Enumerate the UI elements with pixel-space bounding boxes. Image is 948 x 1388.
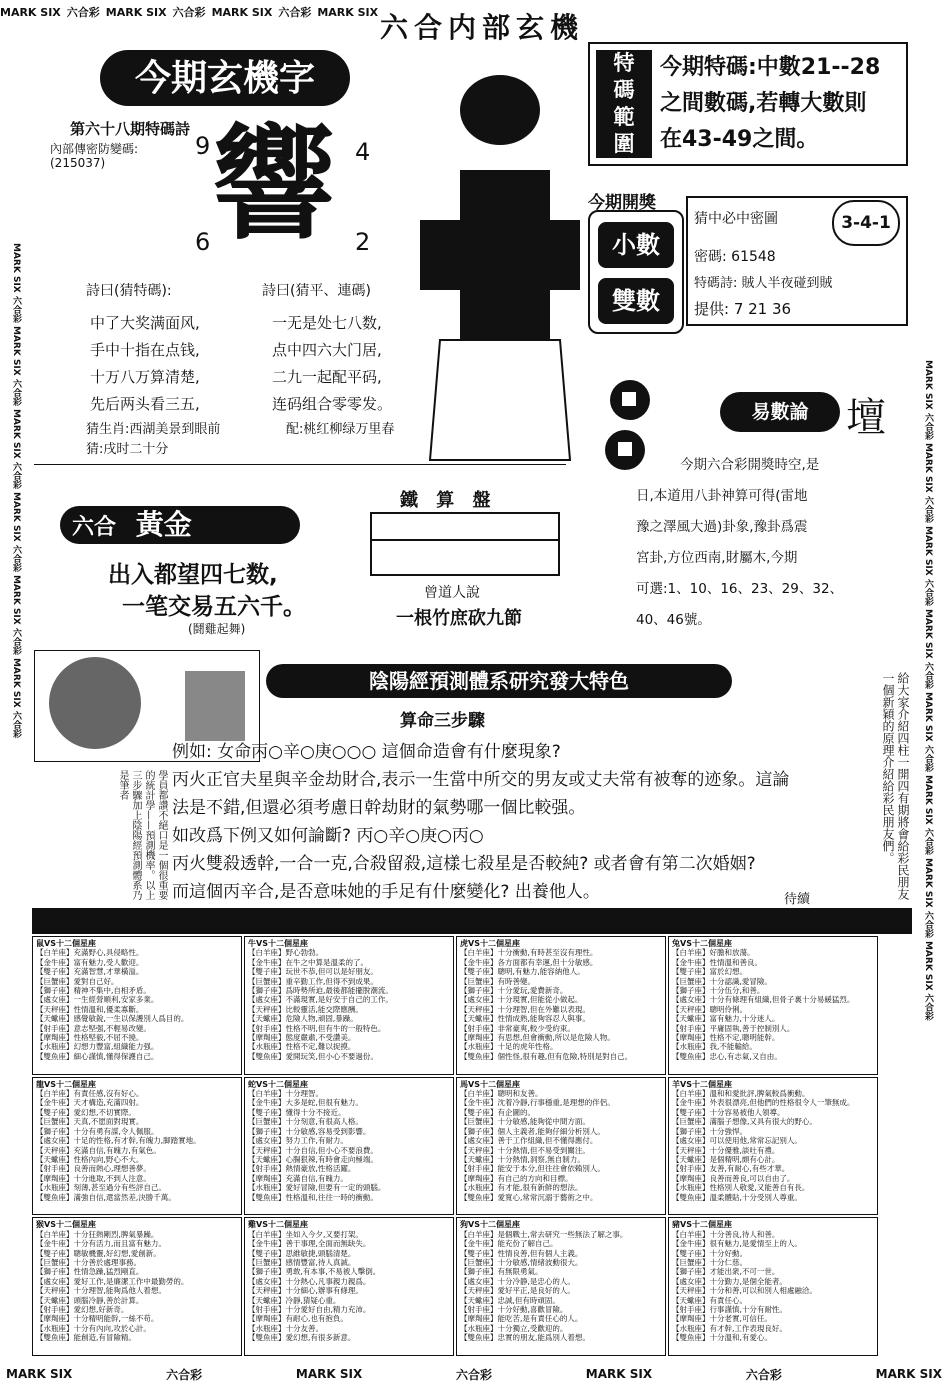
zodiac-row: 【摩羯座】十分精明能幹,一絲不苟。 bbox=[36, 1314, 159, 1324]
label-char: 範 bbox=[613, 105, 635, 129]
zodiac-row: 【射手座】十分好動,喜歡冒險。 bbox=[460, 1304, 568, 1314]
mark-text: MARK SIX bbox=[317, 5, 379, 19]
zodiac-row: 【天蠍座】是個精明,頗有心計。 bbox=[672, 1154, 780, 1164]
yishu-line: 40、46號。 bbox=[636, 612, 711, 628]
range-line: 在43-49之間。 bbox=[660, 127, 819, 152]
fortune-line: 丙火正官夫星與辛金劫財合,表示一生當中所交的男友或丈夫常有被奪的迹象。這論 bbox=[172, 770, 790, 790]
zodiac-row: 【天蠍座】十分熱情,洞察,無自制力。 bbox=[460, 1154, 585, 1164]
zodiac-row: 【金牛座】各方面都有幸運,但十分敏感。 bbox=[460, 957, 598, 967]
zodiac-cell bbox=[32, 1077, 242, 1216]
issue-title: 第六十八期特碼詩 bbox=[70, 120, 191, 138]
zodiac-row: 【巨蟹座】天真,不愿面對現實。 bbox=[36, 1117, 144, 1127]
guess-zodiac: 猜生肖:西湖美景到眼前 bbox=[86, 422, 221, 437]
zodiac-cell-title: 豬VS十二個星座 bbox=[672, 1220, 732, 1230]
badge-double: 雙數 bbox=[598, 278, 674, 324]
poem-line: 手中十指在点钱, bbox=[90, 341, 200, 359]
yishu-line: 日,本道用八卦神算可得(雷地 bbox=[636, 488, 808, 504]
zodiac-row: 【天秤座】聰明伶俐。 bbox=[672, 1004, 747, 1014]
range-line: 之間數碼,若轉大數則 bbox=[660, 91, 867, 116]
poem-head-right: 詩曰(猜平、連碼) bbox=[262, 283, 371, 299]
zodiac-cell-title: 猴VS十二個星座 bbox=[36, 1220, 96, 1230]
fortune-line: 法是不錯,但還必須考慮日幹劫財的氣勢哪一個比較强。 bbox=[172, 798, 586, 818]
zodiac-row: 【水瓶座】愛好冒險,但要有一定的頭腦。 bbox=[248, 1183, 386, 1193]
badge-small: 小數 bbox=[598, 222, 674, 268]
fortune-line: 而這個丙辛合,是否意味她的手足有什麼變化? 出養他人。 bbox=[172, 882, 600, 902]
poem-line: 先后两头看三五, bbox=[90, 395, 200, 413]
zodiac-row: 【巨蟹座】滿腦子想像,又具有很大的野心。 bbox=[672, 1117, 817, 1127]
zodiac-row: 【射手座】良善而熱心,理想善夢。 bbox=[36, 1164, 151, 1174]
zodiac-row: 【金牛座】天才構造,充滿四射。 bbox=[36, 1098, 144, 1108]
pair-line: 配:桃红柳绿万里春 bbox=[286, 422, 395, 437]
zodiac-row: 【白羊座】溫和和愛批評,脾氣較爲衝動。 bbox=[672, 1089, 810, 1099]
zodiac-cell bbox=[32, 1217, 242, 1356]
mark-text: MARK SIX bbox=[0, 5, 61, 19]
zodiac-row: 【處女座】可以使用他,常常忘記别人。 bbox=[672, 1136, 802, 1146]
zodiac-row: 【白羊座】好膽和放蕩。 bbox=[672, 948, 755, 958]
zodiac-row: 【摩羯座】良善而善良,可以自由了。 bbox=[672, 1173, 795, 1183]
fortune-line: 丙火雙殺透幹,一合一克,合殺留殺,這樣七殺星是否較純? 或者會有第二次婚姻? bbox=[172, 854, 756, 874]
mark-text: MARK SIX bbox=[105, 5, 167, 19]
zodiac-row: 【水瓶座】性格別人敬愛,又能善自有長。 bbox=[672, 1183, 810, 1193]
zodiac-cell bbox=[32, 936, 242, 1075]
zodiac-cell-title: 龍VS十二個星座 bbox=[36, 1079, 96, 1089]
zodiac-row: 【巨蟹座】感情豐富,待人真誠。 bbox=[248, 1257, 356, 1267]
zodiac-row: 【雙魚座】能創造,有冒險精。 bbox=[36, 1333, 136, 1343]
zodiac-row: 【天秤座】性情溫和,優柔寡斷。 bbox=[36, 1004, 144, 1014]
zodiac-row: 【天蠍座】冷靜,猜疑心重。 bbox=[248, 1295, 341, 1305]
mark-text: MARK SIX bbox=[585, 1367, 653, 1381]
zodiac-row: 【巨蟹座】十分敏感,情緒波動很大。 bbox=[460, 1257, 583, 1267]
bottom-mark-strip bbox=[0, 1360, 948, 1388]
zodiac-row: 【雙子座】玩世不恭,但可以是好朋友。 bbox=[248, 967, 378, 977]
zodiac-row: 【天蠍座】感覺敏銳,一生以保護別人爲目的。 bbox=[36, 1014, 189, 1024]
zodiac-row: 【獅子座】十分強悍。 bbox=[672, 1126, 747, 1136]
fortune-banner: 陰陽經預測體系研究發大特色 bbox=[266, 664, 732, 698]
mark-text: MARK SIX bbox=[211, 5, 273, 19]
golden-label-right: 黃金 bbox=[135, 508, 192, 541]
label-char: 特 bbox=[613, 51, 635, 75]
zodiac-row: 【巨蟹座】十分刻意,有很高人格。 bbox=[248, 1117, 363, 1127]
zodiac-row: 【白羊座】十分衝動,有時甚至沒有理性。 bbox=[460, 948, 598, 958]
zodiac-row: 【摩羯座】能吃苦,是有責任心的人。 bbox=[460, 1314, 583, 1324]
poem-line: 连码组合零零发。 bbox=[272, 395, 393, 413]
zodiac-row: 【摩羯座】性格堅毅,不屈不撓。 bbox=[36, 1033, 144, 1043]
golden-label-left: 六合 bbox=[72, 515, 117, 540]
special-range-text bbox=[660, 50, 880, 158]
range-line: 今期特碼:中數21--28 bbox=[660, 55, 881, 80]
zodiac-row: 【處女座】十分現實,但能從小做起。 bbox=[460, 995, 583, 1005]
zodiac-row: 【雙子座】十分好動。 bbox=[672, 1248, 747, 1258]
zodiac-row: 【水瓶座】刻薄,甚至過分有些評自己。 bbox=[36, 1183, 166, 1193]
zodiac-row: 【巨蟹座】十分善於處理事務。 bbox=[36, 1257, 141, 1267]
zodiac-grid bbox=[32, 936, 878, 1356]
corner-number: 6 bbox=[195, 228, 211, 256]
zodiac-row: 【處女座】十分熱心,凡事親力親爲。 bbox=[248, 1276, 371, 1286]
zodiac-row: 【巨蟹座】十分認識,愛冒險。 bbox=[672, 976, 772, 986]
zodiac-cell-title: 狗VS十二個星座 bbox=[460, 1220, 520, 1230]
zodiac-cell-title: 羊VS十二個星座 bbox=[672, 1079, 732, 1089]
zodiac-row: 【白羊座】野心勃勃。 bbox=[248, 948, 323, 958]
zodiac-row: 【雙子座】性情良善,但有個人主義。 bbox=[460, 1248, 583, 1258]
provide-numbers: 提供: 7 21 36 bbox=[694, 300, 792, 318]
zodiac-row: 【射手座】十分愛好自由,精力充沛。 bbox=[248, 1304, 371, 1314]
zodiac-row: 【雙子座】愛幻想,不切實際。 bbox=[36, 1107, 136, 1117]
big-character: 響 bbox=[212, 112, 337, 257]
zodiac-row: 【水瓶座】十分有內向,攻於心計。 bbox=[36, 1323, 151, 1333]
yishu-title: 易數論 bbox=[720, 392, 840, 432]
zodiac-row: 【天秤座】十分細心,辦事有條理。 bbox=[248, 1286, 363, 1296]
zodiac-row: 【水瓶座】有才能,很有新鮮的想法。 bbox=[460, 1183, 583, 1193]
mark-text: 六合彩 bbox=[66, 6, 100, 19]
zodiac-row: 【白羊座】聰明和友善。 bbox=[460, 1089, 543, 1099]
secret-code: 密碼: 61548 bbox=[694, 249, 776, 265]
zodiac-row: 【雙魚座】細心謹慎,懂得保護自己。 bbox=[36, 1051, 159, 1061]
zodiac-row: 【獅子座】十分有勇有謀,令人佩服。 bbox=[36, 1126, 159, 1136]
zodiac-row: 【摩羯座】有思想,但會衝動,所以是危險人物。 bbox=[460, 1033, 615, 1043]
zodiac-cell-title: 雞VS十二個星座 bbox=[248, 1220, 308, 1230]
zodiac-row: 【白羊座】充滿野心,具侵略性。 bbox=[36, 948, 144, 958]
zodiac-row: 【水瓶座】十足的虎年性格。 bbox=[460, 1042, 558, 1052]
zodiac-row: 【射手座】平庸固執,善于控制別人。 bbox=[672, 1023, 795, 1033]
zodiac-row: 【金牛座】能充份了解自己。 bbox=[460, 1239, 558, 1249]
zodiac-row: 【天秤座】比較靈活,能交際應酬。 bbox=[248, 1004, 363, 1014]
zodiac-row: 【雙魚座】愛開玩笑,但小心不要過份。 bbox=[248, 1051, 378, 1061]
zodiac-row: 【處女座】努力工作,有耐力。 bbox=[248, 1136, 348, 1146]
zodiac-row: 【金牛座】在牛之中算是溫柔的了。 bbox=[248, 957, 368, 967]
zodiac-row: 【金牛座】善于事理,全面而無缺失。 bbox=[248, 1239, 371, 1249]
zodiac-row: 【天蠍座】心腸狠辣,有時會走向極端。 bbox=[248, 1154, 378, 1164]
zodiac-row: 【白羊座】是個戰士,常去研究一些無法了解之事。 bbox=[460, 1229, 628, 1239]
zodiac-row: 【金牛座】外表很漂亮,但他們的性格很令人一筆無成。 bbox=[672, 1098, 855, 1108]
zodiac-row: 【射手座】行事謹慎,十分有耐性。 bbox=[672, 1304, 787, 1314]
fortune-line: 如改爲下例又如何論斷? 丙○辛○庚○丙○ bbox=[172, 826, 484, 846]
zodiac-cell bbox=[244, 1077, 454, 1216]
zodiac-row: 【雙子座】富於幻想。 bbox=[672, 967, 747, 977]
poem-head-left: 詩曰(猜特碼): bbox=[86, 283, 172, 299]
secret-box bbox=[686, 196, 908, 326]
zodiac-row: 【射手座】友善,有耐心,有些才華。 bbox=[672, 1164, 790, 1174]
zodiac-row: 【獅子座】精神不集中,自相矛盾。 bbox=[36, 986, 151, 996]
divider bbox=[34, 464, 566, 465]
abacus-speaker: 曾道人說 bbox=[424, 585, 480, 601]
zodiac-row: 【巨蟹座】十分敏感,能夠從中間方面。 bbox=[460, 1117, 590, 1127]
yishu-line: 今期六合彩開獎時空,是 bbox=[680, 457, 820, 473]
zodiac-row: 【天秤座】充滿自信,有魄力,有氣色。 bbox=[36, 1145, 161, 1155]
zodiac-row: 【天秤座】愛好平正,是良好的人。 bbox=[460, 1286, 575, 1296]
zodiac-row: 【摩羯座】十分老實,可信任。 bbox=[672, 1314, 772, 1324]
zodiac-icon-strip bbox=[32, 908, 912, 934]
zodiac-cell-title: 蛇VS十二個星座 bbox=[248, 1079, 308, 1089]
zodiac-row: 【白羊座】坐如入今夕,又要打架。 bbox=[248, 1229, 363, 1239]
page-title: 六合内部玄機 bbox=[380, 11, 585, 44]
abacus-title: 鐵 算 盤 bbox=[400, 490, 497, 511]
code-label: 內部傳密防變碼: bbox=[50, 142, 139, 156]
special-range-label bbox=[596, 50, 652, 158]
zodiac-cell bbox=[668, 936, 878, 1075]
zodiac-row: 【雙魚座】溫柔體貼,十分受別人尊重。 bbox=[672, 1192, 802, 1202]
corner-number: 9 bbox=[195, 132, 211, 160]
zodiac-row: 【雙子座】有企圖的。 bbox=[460, 1107, 535, 1117]
zodiac-row: 【摩羯座】態度嚴肅,不受讚美。 bbox=[248, 1033, 356, 1043]
zodiac-row: 【雙子座】聰明,有魅力,能容納他人。 bbox=[460, 967, 585, 977]
mark-text: 六合彩 bbox=[745, 1367, 782, 1382]
poem-line: 中了大奖满面风, bbox=[90, 314, 200, 332]
zodiac-row: 【天蠍座】頭腦冷靜,善於計算。 bbox=[36, 1295, 144, 1305]
zodiac-row: 【雙子座】懂得十分不接近。 bbox=[248, 1107, 346, 1117]
zodiac-row: 【水瓶座】十分友善。 bbox=[248, 1323, 323, 1333]
zodiac-row: 【獅子座】個人主義者,能夠仔細分析別人。 bbox=[460, 1126, 605, 1136]
zodiac-row: 【巨蟹座】十分仁慈。 bbox=[672, 1257, 747, 1267]
mark-text: MARK SIX bbox=[6, 1367, 73, 1381]
zodiac-row: 【雙魚座】十分溫和,有愛心。 bbox=[672, 1333, 772, 1343]
zodiac-row: 【射手座】能安于本分,但往往會依賴別人。 bbox=[460, 1164, 605, 1174]
fortune-right-vertical: 給大家介紹四柱一開四有期將會給彩民朋友一個新穎的原理介紹給彩民朋友們。 bbox=[881, 672, 910, 900]
zodiac-row: 【雙子座】充滿智慧,才華橫溢。 bbox=[36, 967, 144, 977]
zodiac-row: 【獅子座】十分愛玩,愛費新奇。 bbox=[460, 986, 568, 996]
yishu-line: 宮卦,方位西南,財屬木,今期 bbox=[636, 550, 798, 566]
zodiac-row: 【巨蟹座】重辛勤工作,但得不到成果。 bbox=[248, 976, 378, 986]
zodiac-row: 【雙子座】思維敏捷,頭腦清楚。 bbox=[248, 1248, 356, 1258]
zodiac-row: 【金牛座】性情溫和善良。 bbox=[672, 957, 762, 967]
zodiac-row: 【白羊座】十分善良,待人和善。 bbox=[672, 1229, 780, 1239]
golden-line-1: 出入都望四七数, bbox=[108, 562, 278, 588]
mark-text: MARK SIX bbox=[875, 1367, 942, 1381]
zodiac-row: 【獅子座】才能出衆,不可一世。 bbox=[672, 1267, 780, 1277]
zodiac-row: 【天秤座】十分自信,但小心不要浪費。 bbox=[248, 1145, 378, 1155]
zodiac-row: 【水瓶座】幻想力豐富,組織能力强。 bbox=[36, 1042, 159, 1052]
zodiac-row: 【射手座】意志堅强,不輕易改變。 bbox=[36, 1023, 151, 1033]
zodiac-row: 【雙魚座】忠實的朋友,能爲別人着想。 bbox=[460, 1333, 590, 1343]
left-mark-strip: MARK SIX 六合彩 MARK SIX 六合彩 MARK SIX 六合彩 MARK SIX 六合彩 MARK SIX 六合彩 MARK SIX 六合彩 bbox=[11, 242, 21, 738]
zodiac-row: 【獅子座】性情急躁,猛烈剛直。 bbox=[36, 1267, 144, 1277]
golden-banner bbox=[60, 506, 300, 544]
zodiac-row: 【處女座】愛好工作,是廉潔工作中最勤勞的。 bbox=[36, 1276, 189, 1286]
zodiac-row: 【天秤座】十分熱情,但不易受到關注。 bbox=[460, 1145, 590, 1155]
fortune-line: 例如: 女命丙○辛○庚○○○ 這個命造會有什麼現象? bbox=[172, 742, 561, 762]
poem-line: 点中四六大门居, bbox=[272, 341, 382, 359]
zodiac-row: 【金牛座】十分有活力,而且富有魅力。 bbox=[36, 1239, 166, 1249]
zodiac-row: 【白羊座】十分理智。 bbox=[248, 1089, 323, 1099]
mark-text: 六合彩 bbox=[278, 6, 312, 19]
zodiac-row: 【雙魚座】忠心,有志氣,又自由。 bbox=[672, 1051, 782, 1061]
zodiac-row: 【天秤座】十分理智,但在外難以表現。 bbox=[460, 1004, 590, 1014]
zodiac-row: 【處女座】十分勤力,是個全能者。 bbox=[672, 1276, 787, 1286]
mark-text: MARK SIX bbox=[295, 1367, 363, 1381]
zodiac-cell bbox=[668, 1217, 878, 1356]
zodiac-cell bbox=[456, 936, 666, 1075]
zodiac-cell-title: 鼠VS十二個星座 bbox=[36, 939, 96, 948]
fortune-subtitle: 算命三步驟 bbox=[400, 711, 485, 731]
zodiac-cell bbox=[244, 936, 454, 1075]
zodiac-row: 【處女座】十分冷静,是忠心的人。 bbox=[460, 1276, 575, 1286]
zodiac-row: 【天秤座】十分優雅,談吐有禮。 bbox=[672, 1145, 780, 1155]
zodiac-row: 【獅子座】有無限勇氣。 bbox=[460, 1267, 543, 1277]
zodiac-row: 【天蠍座】性情成熟,能夠容忍人與事。 bbox=[460, 1014, 590, 1024]
zodiac-row: 【處女座】一生經營順利,安家多業。 bbox=[36, 995, 159, 1005]
guess-title: 猜中必中密圖 bbox=[694, 211, 778, 227]
zodiac-row: 【天蠍座】忠誠,但有時頑固。 bbox=[460, 1295, 560, 1305]
right-mark-strip: MARK SIX 六合彩 MARK SIX 六合彩 MARK SIX 六合彩 MARK SIX 六合彩 MARK SIX 六合彩 MARK SIX 六合彩 MARK SIX 六合彩 MARK SIX 六合彩 bbox=[923, 359, 933, 1021]
sage-portrait-image bbox=[400, 40, 580, 480]
zodiac-row: 【天蠍座】性格內向,野心不大。 bbox=[36, 1154, 144, 1164]
fortune-left-vertical: 學員都讚不絕口是一個很重要的統計學——預測機率。以上三步驟加上陰陽經預測體系乃是筆者 bbox=[117, 770, 167, 900]
poem-right bbox=[272, 310, 392, 418]
zodiac-row: 【摩羯座】充滿自信,有魄力。 bbox=[248, 1173, 348, 1183]
zodiac-row: 【射手座】熱情豪放,性格活躍。 bbox=[248, 1164, 356, 1174]
zodiac-row: 【摩羯座】十分進取,不到人注意。 bbox=[36, 1173, 151, 1183]
zodiac-cell-title: 兔VS十二個星座 bbox=[672, 939, 732, 948]
zodiac-row: 【雙子座】十分容易被他人領導。 bbox=[672, 1107, 785, 1117]
label-char: 圍 bbox=[613, 132, 635, 156]
zodiac-cell bbox=[456, 1217, 666, 1356]
zodiac-row: 【雙魚座】滿強自信,還當然差,決勝千萬。 bbox=[36, 1192, 176, 1202]
zodiac-row: 【天蠍座】危險人物,頑固,暴躁。 bbox=[248, 1014, 358, 1024]
poem-line: 一无是处七八数, bbox=[272, 314, 382, 332]
zodiac-row: 【金牛座】富有魅力,受人歡迎。 bbox=[36, 957, 144, 967]
guess-line: 猜:戌时二十分 bbox=[86, 442, 169, 457]
zodiac-row: 【天蠍座】有責任心。 bbox=[672, 1295, 747, 1305]
zodiac-row: 【雙魚座】個性怪,很有趣,但有危險,特別是對自己。 bbox=[460, 1051, 633, 1061]
secret-poem: 特碼詩: 賊人半夜碰到賊 bbox=[694, 276, 833, 291]
mark-text: 六合彩 bbox=[172, 6, 206, 19]
zodiac-cell bbox=[244, 1217, 454, 1356]
abacus-saying: 一根竹庶砍九節 bbox=[396, 608, 522, 629]
zodiac-row: 【射手座】愛幻想,好新奇。 bbox=[36, 1304, 129, 1314]
zodiac-row: 【水瓶座】我,不能輸給。 bbox=[672, 1042, 757, 1052]
zodiac-row: 【金牛座】沈着冷靜,行事穩重,是理想的伴侶。 bbox=[460, 1098, 615, 1108]
mark-text: 六合彩 bbox=[455, 1367, 492, 1382]
zodiac-cell bbox=[456, 1077, 666, 1216]
zodiac-cell-title: 馬VS十二個星座 bbox=[460, 1079, 520, 1089]
yishu-line: 可選:1、10、16、23、29、32、 bbox=[636, 581, 844, 597]
mark-text: 六合彩 bbox=[166, 1367, 203, 1382]
label-char: 碼 bbox=[613, 78, 635, 102]
zodiac-cell-title: 虎VS十二個星座 bbox=[460, 939, 520, 948]
zodiac-row: 【摩羯座】性格不定,聰明能幹。 bbox=[672, 1033, 780, 1043]
zodiac-row: 【雙魚座】愛寬心,常常沉溺于藝術之中。 bbox=[460, 1192, 598, 1202]
code-value: (215037) bbox=[50, 156, 106, 170]
yishu-char: 壇 bbox=[846, 395, 886, 441]
zodiac-row: 【水瓶座】十分獨立,受歡迎的。 bbox=[460, 1323, 568, 1333]
zodiac-row: 【白羊座】十分狂熱剛烈,脾氣暴躁。 bbox=[36, 1229, 159, 1239]
zodiac-row: 【摩羯座】有自己的方向和目標。 bbox=[460, 1173, 573, 1183]
zodiac-row: 【金牛座】很有魅力,是愛情至上的人。 bbox=[672, 1239, 802, 1249]
zodiac-cell bbox=[668, 1077, 878, 1216]
zodiac-row: 【天秤座】十分理智,能夠爲他人着想。 bbox=[36, 1286, 166, 1296]
golden-line-2: 一笔交易五六千。 bbox=[122, 594, 306, 620]
golden-hint: (鬪雞起舞) bbox=[188, 622, 246, 636]
zodiac-row: 【處女座】十足的性格,有才幹,有魄力,脚踏實地。 bbox=[36, 1136, 201, 1146]
zodiac-row: 【獅子座】十分伍分,和善。 bbox=[672, 986, 765, 996]
poem-line: 二九一起配平码, bbox=[272, 368, 382, 386]
poem-line: 十万八万算清楚, bbox=[90, 368, 200, 386]
zodiac-row: 【巨蟹座】有時善變。 bbox=[460, 976, 535, 986]
continued-label: 待續 bbox=[784, 892, 811, 907]
open-prize-title: 今期開獎 bbox=[588, 193, 656, 213]
zodiac-row: 【射手座】性格不明,但有牛的一般特色。 bbox=[248, 1023, 386, 1033]
zodiac-row: 【金牛座】大多是蛇,但很有魅力。 bbox=[248, 1098, 363, 1108]
special-range-box bbox=[588, 42, 908, 166]
zodiac-row: 【水瓶座】有才幹,工作表現良好。 bbox=[672, 1323, 787, 1333]
zodiac-row: 【天秤座】十分和善,可以和別人相處融洽。 bbox=[672, 1286, 817, 1296]
zodiac-row: 【雙魚座】性格溫和,往往一時的衝動。 bbox=[248, 1192, 378, 1202]
zodiac-row: 【獅子座】爲時勢所迫,最後都能擺脫潮流。 bbox=[248, 986, 393, 996]
zodiac-row: 【水瓶座】性格不定,難以捉摸。 bbox=[248, 1042, 356, 1052]
zodiac-row: 【處女座】不滿現實,是好安于自己的工作。 bbox=[248, 995, 393, 1005]
abacus-image bbox=[370, 512, 560, 576]
zodiac-row: 【處女座】善于工作組織,但不懂得應付。 bbox=[460, 1136, 598, 1146]
badge-box bbox=[588, 210, 684, 334]
yishu-text bbox=[636, 450, 906, 636]
zodiac-row: 【射手座】非常豪爽,較少受約束。 bbox=[460, 1023, 575, 1033]
zodiac-row: 【處女座】十分有條理有組織,但骨子裏十分易緩猛烈。 bbox=[672, 995, 855, 1005]
poem-left bbox=[90, 310, 200, 418]
zodiac-row: 【天蠍座】富有魅力,十分迷人。 bbox=[672, 1014, 780, 1024]
zodiac-row: 【獅子座】十分敏感,容易受到影響。 bbox=[248, 1126, 371, 1136]
corner-number: 2 bbox=[355, 228, 371, 256]
zodiac-cell-title: 牛VS十二個星座 bbox=[248, 939, 308, 948]
zodiac-row: 【雙子座】聰敏機靈,好幻想,愛創新。 bbox=[36, 1248, 161, 1258]
corner-number: 4 bbox=[355, 138, 371, 166]
zodiac-row: 【獅子座】勇敢,有本事,不易被人擊倒。 bbox=[248, 1267, 381, 1277]
zodiac-row: 【摩羯座】有耐心,也有抱負。 bbox=[248, 1314, 348, 1324]
yishu-line: 豫之澤風大過)卦象,豫卦爲震 bbox=[636, 519, 808, 535]
zodiac-row: 【巨蟹座】愛對自己好。 bbox=[36, 976, 119, 986]
fortune-text bbox=[172, 738, 812, 906]
zodiac-row: 【雙魚座】愛幻想,有很多新意。 bbox=[248, 1333, 356, 1343]
banner-today-char: 今期玄機字 bbox=[100, 50, 350, 106]
stamp-badge: 3-4-1 bbox=[832, 200, 900, 246]
zodiac-row: 【白羊座】有責任感,沒有好心。 bbox=[36, 1089, 144, 1099]
